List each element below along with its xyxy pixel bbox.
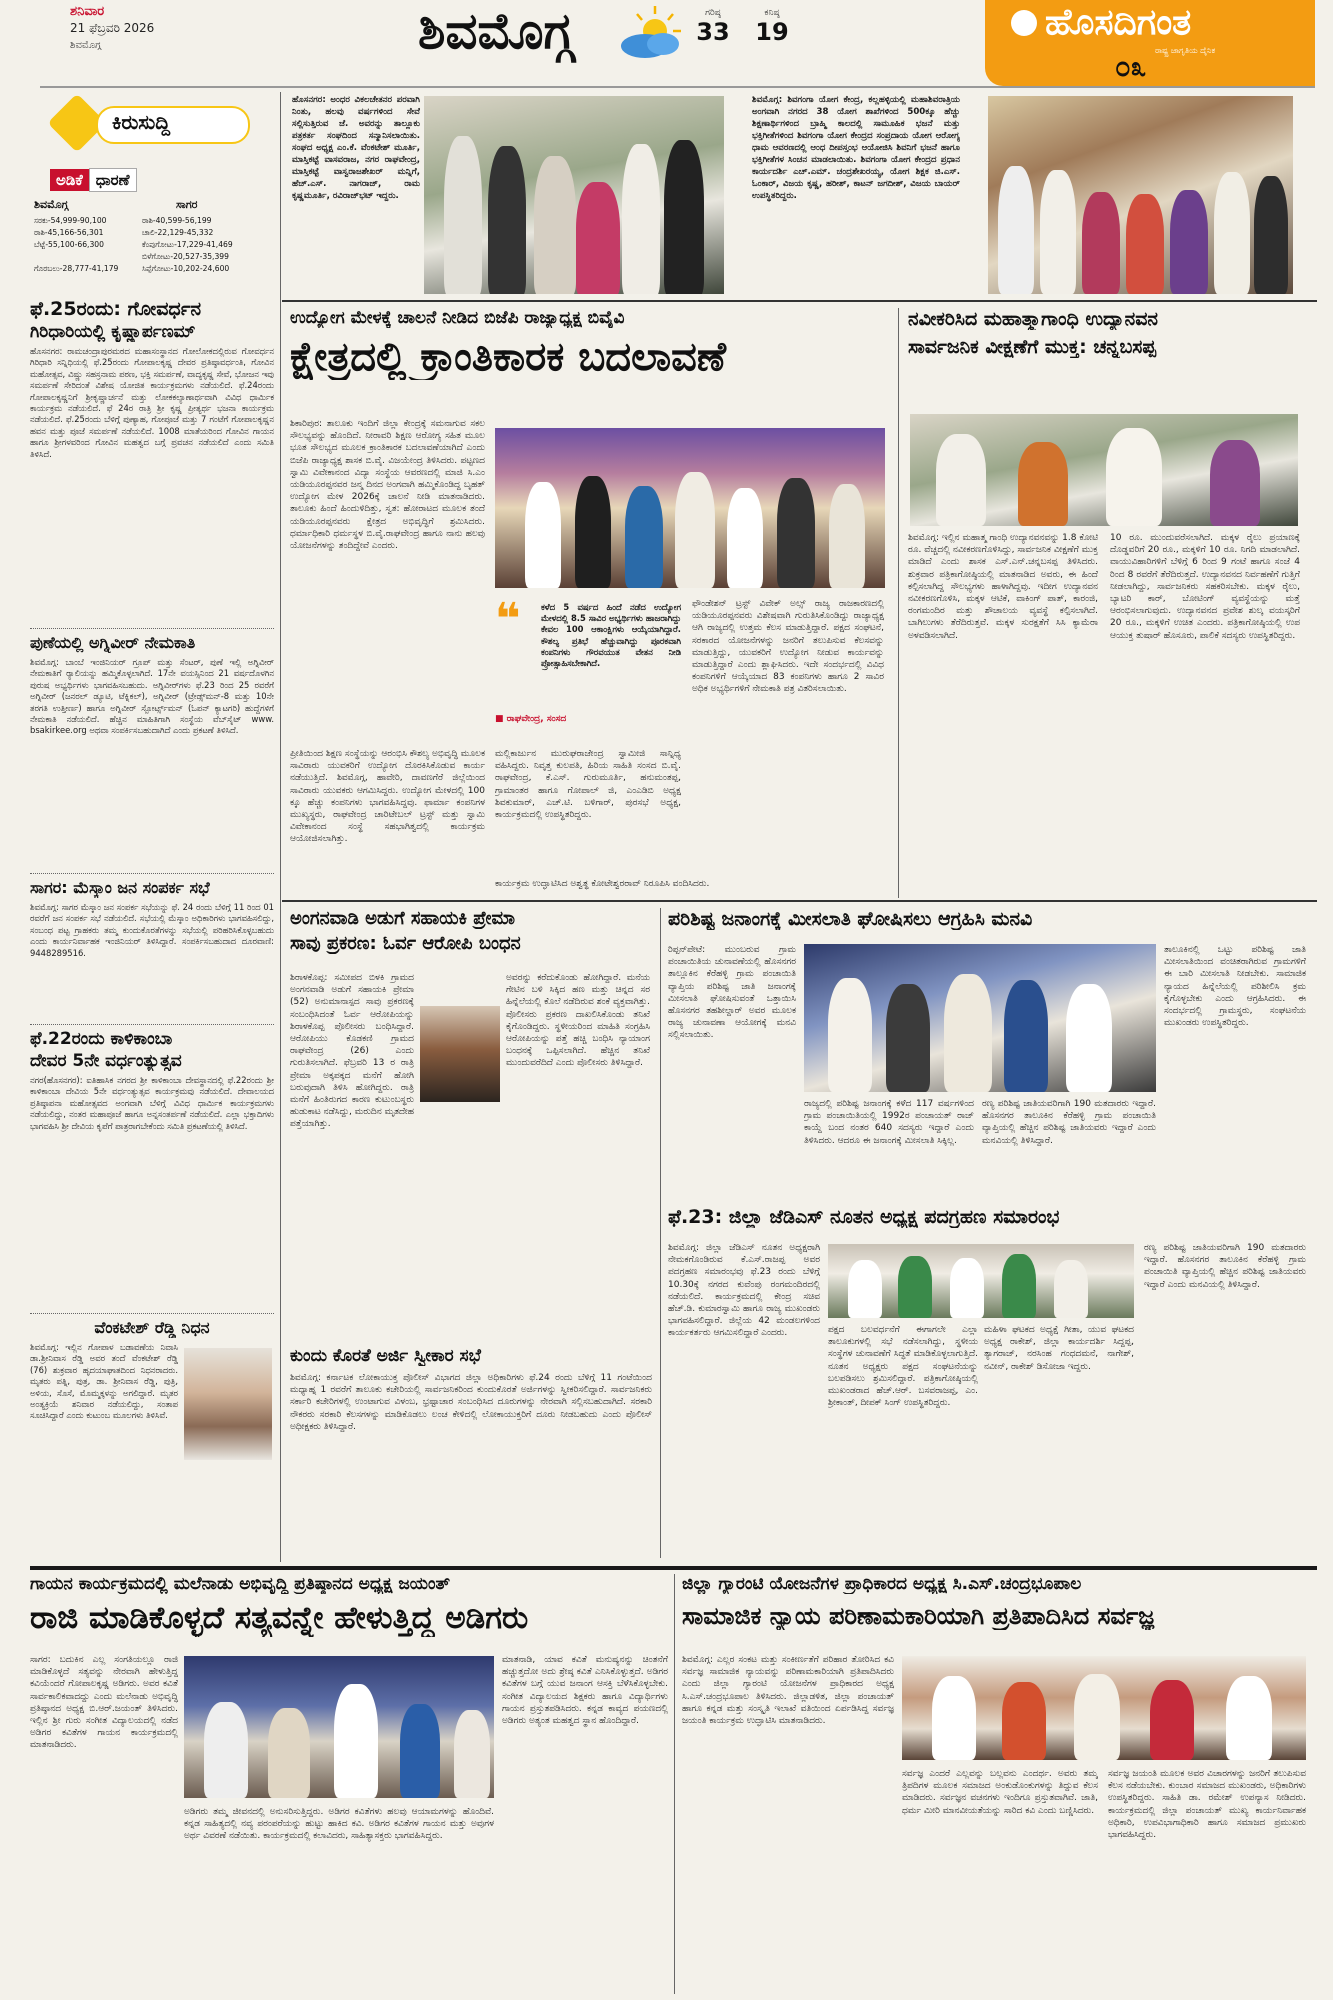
rate-row: ಸರಕು-54,999-90,100 (34, 216, 107, 225)
min-label: ಕನಿಷ್ಠ (764, 8, 780, 18)
masthead-rule (40, 86, 1315, 88)
parishishta-story (668, 908, 1308, 1198)
vertical-divider (660, 908, 661, 1558)
paper-tagline: ರಾಷ್ಟ್ರ ಜಾಗೃತಿಯ ದೈನಿಕ (1155, 46, 1216, 55)
main-body-2: ಪ್ರೀತಿಯಿಂದ ಶಿಕ್ಷಣ ಸಂಸ್ಥೆಯನ್ನು ಆರಂಭಿಸಿ ಕೌಶಲ್ಯ ಅಭಿವೃದ್ಧಿ ಮೂಲಕ ಸಾವಿರಾರು ಯುವಕರಿಗೆ ಉದ್ಯೋಗ ದೊರಕಿಸಿಕೊಡುವ ಕಾರ್ಯ ನಡೆಯುತ್ತಿದೆ. ಶಿವಮೊಗ್ಗ, ಹಾವೇರಿ, ದಾವಣಗೆರೆ ಜಿಲ್ಲೆಯಿಂದ ಸಾವಿರಾರು ಯುವಕರು ಆಗಮಿಸಿದ್ದರು. ಉದ್ಯೋಗ ಮೇಳದಲ್ಲಿ 100 ಕ್ಕೂ ಹೆಚ್ಚು ಕಂಪನಿಗಳು ಭಾಗವಹಿಸಿದ್ದವು. ಫಾರ್ಮಾ ಕಂಪನಿಗಳ ಮುಖ್ಯಸ್ಥರು, ರಾಘವೇಂದ್ರ ಚಾರಿಟೇಬಲ್ ಟ್ರಸ್ಟ್ ಮತ್ತು ಸ್ವಾಮಿ ವಿವೇಕಾನಂದ ಸಂಸ್ಥೆ ಸಹಭಾಗಿತ್ವದಲ್ಲಿ ಕಾರ್ಯಕ್ರಮ ಆಯೋಜಿಸಲಾಗಿತ್ತು. (290, 749, 485, 845)
bottom-right-photo (902, 1656, 1306, 1760)
max-label: ಗರಿಷ್ಠ (705, 8, 721, 18)
market-title-a: ಅಡಿಕೆ (50, 169, 89, 191)
main-story (290, 308, 890, 908)
rate-row: ಕೆಂಪುಗೋಟು-17,229-41,469 (142, 240, 233, 249)
page-number: ೦೩ (1115, 50, 1147, 83)
top-story-1-photo (424, 96, 724, 294)
anganwadi-headline-a: ಅಂಗನವಾಡಿ ಅಡುಗೆ ಸಹಾಯಕಿ ಪ್ರೇಮಾ (290, 908, 515, 929)
max-temp-block (693, 8, 733, 46)
anganwadi-headline-b: ಸಾವು ಪ್ರಕರಣ: ಓರ್ವ ಆರೋಪಿ ಬಂಧನ (290, 933, 521, 954)
market-title-b: ಧಾರಣೆ (89, 168, 137, 192)
jds-story (668, 1206, 1308, 1558)
top-story-2-text: ಶಿವಮೊಗ್ಗ: ಶಿವಗಂಗಾ ಯೋಗ ಕೇಂದ್ರ, ಕಲ್ಲಹಳ್ಳಿಯಲ್ಲಿ ಮಹಾಶಿವರಾತ್ರಿಯ ಅಂಗವಾಗಿ ನಗರದ 38 ಯೋಗ ಶಾಖೆಗಳಿಂದ 500ಕ್ಕೂ ಹೆಚ್ಚು ಶಿಕ್ಷಣಾರ್ಥಿಗಳಿಂದ ಬ್ರಾಹ್ಮಿ ಕಾಲದಲ್ಲಿ ಸಾಮೂಹಿಕ ಭಜನೆ ಮತ್ತು ಭಕ್ತಿಗೀತೆಗಳಿಂದ ಶಿವಗಂಗಾ ಯೋಗ ಕೇಂದ್ರದ ಸಂಪ್ರದಾಯ ಯೋಗ ಆರೋಗ್ಯ ಧಾಮ ಆವರಣದಲ್ಲಿ ಆಂಧ ದೀಪಸ್ತಂಭ ಆಯೋಜಿಸಿ ಶಿವನಿಗೆ ಭಜನೆ ಹಾಗೂ ಭಕ್ತಿಗೀತೆಗಳ ಸಿಂಚನ ಮಾಡಲಾಯಿತು. ಶಿವಗಂಗಾ ಯೋಗ ಕೇಂದ್ರದ ಪ್ರಧಾನ ಕಾರ್ಯದರ್ಶಿ ಎಚ್.ಎಮ್. ಚಂದ್ರಶೇಖರಯ್ಯ, ಯೋಗ ಶಿಕ್ಷಕ ಜಿ.ಎಸ್. ಓಂಕಾರ್, ವಿಜಯ ಕೃಷ್ಣ, ಹರೀಶ್, ಕಾಟನ್ ಜಗದೀಶ್, ವಿಜಯ ಬಾಯರ್ ಉಪಸ್ಥಿತರಿದ್ದರು. (752, 95, 960, 201)
day-label: ಶನಿವಾರ (70, 4, 105, 19)
bottom-band-rule (30, 1566, 1317, 1570)
story-2-body: ಶಿವಮೊಗ್ಗ: ಬಾಂಬೆ ಇಂಜಿನಿಯರ್ ಗ್ರೂಪ್ ಮತ್ತು ಸೆಂಟರ್, ಪುಣೆ ಇಲ್ಲಿ ಅಗ್ನಿವೀರ್ ನೇಮಕಾತಿಗೆ ರ‍್ಯಾಲಿಯನ್ನು ಹಮ್ಮಿಕೊಳ್ಳಲಾಗಿದೆ. 17ನೇ ವಯಸ್ಸಿನಿಂದ 21 ವರ್ಷದೊಳಗಿನ ಪುರುಷ ಅಭ್ಯರ್ಥಿಗಳು ಭಾಗವಹಿಸಬಹುದು. ಅಗ್ನಿವೀರ್‌ಗಳು ಫೆ.23 ರಿಂದ 25 ರವರೆಗೆ ಅಗ್ನಿವೀರ್ (ಜನರಲ್ ಡ್ಯೂಟಿ, ಟೆಕ್ನಿಕಲ್), ಅಗ್ನಿವೀರ್ (ಟ್ರೇಡ್ಸ್‌ಮನ್-8 ಮತ್ತು 10ನೇ ತರಗತಿ ಉತ್ತೀರ್ಣ) ಹಾಗೂ ಅಗ್ನಿವೀರ್ ಸ್ಪೋರ್ಟ್ಸ್‌ಮನ್ (ಓಪನ್ ಕ್ಯಾಟಗರಿ) ಹುದ್ದೆಗಳಿಗೆ ನೇಮಕಾತಿ ನಡೆಯಲಿದೆ. ಹೆಚ್ಚಿನ ಮಾಹಿತಿಗಾಗಿ ಸಂಸ್ಥೆಯ ವೆಬ್‌ಸೈಟ್ www. bsakirkee.org ಅಥವಾ ಸಂಪರ್ಕಿಸಬಹುದಾಗಿದೆ ಎಂದು ಪ್ರಕಟಣೆ ತಿಳಿಸಿದೆ. (30, 657, 274, 736)
market-title (50, 168, 137, 192)
main-body-5: ಕಾರ್ಯಕ್ರಮ ಉದ್ಘಾಟಿಸಿದ ಅಶ್ವತ್ಥ ಕೋಟೇಶ್ವರರಾವ್ ನಿರೂಪಿಸಿ ವಂದಿಸಿದರು. (495, 879, 710, 889)
park-headline-a: ನವೀಕರಿಸಿದ ಮಹಾತ್ಮಾಗಾಂಧಿ ಉದ್ಯಾನವನ (908, 308, 1158, 330)
bottom-left-kicker: ಗಾಯನ ಕಾರ್ಯಕ್ರಮದಲ್ಲಿ ಮಲೆನಾಡು ಅಭಿವೃದ್ಧಿ ಪ್ರತಿಷ್ಠಾನದ ಅಧ್ಯಕ್ಷ ಜಯಂತ್ (30, 1574, 450, 1594)
kundu-headline: ಕುಂದು ಕೊರತೆ ಅರ್ಜಿ ಸ್ವೀಕಾರ ಸಭೆ (290, 1346, 481, 1366)
story-2-title: ಪುಣೆಯಲ್ಲಿ ಅಗ್ನಿವೀರ್ ನೇಮಕಾತಿ (30, 633, 196, 652)
masthead-date-block (70, 4, 310, 64)
masthead (0, 0, 1333, 90)
story-4-body: ನಗರ(ಹೊಸನಗರ): ಐತಿಹಾಸಿಕ ನಗರದ ಶ್ರೀ ಕಾಳಿಕಾಂಬಾ ದೇವಸ್ಥಾನದಲ್ಲಿ ಫೆ.22ರಂದು ಶ್ರೀ ಕಾಳಿಕಾಂಬಾ ದೇವಿಯ 5ನೇ ವರ್ಧಂತ್ಯುತ್ಸವ ಕಾರ್ಯಕ್ರಮವು ನಡೆಯಲಿದೆ. ದೇವಾಲಯದ ಪ್ರತಿಷ್ಠಾಪನಾ ಮಹೋತ್ಸವದ ಅಂಗವಾಗಿ ಬೆಳಿಗ್ಗೆ ವಿವಿಧ ಧಾರ್ಮಿಕ ಕಾರ್ಯಕ್ರಮಗಳು ನಡೆಯಲಿದ್ದು, ನಂತರ ಮಹಾಪೂಜೆ ಹಾಗೂ ಅನ್ನಸಂತರ್ಪಣೆ ನಡೆಯಲಿದೆ. ಎಲ್ಲಾ ಭಕ್ತಾದಿಗಳು ಭಾಗವಹಿಸಿ ಶ್ರೀ ದೇವಿಯ ಕೃಪೆಗೆ ಪಾತ್ರರಾಗಬೇಕೆಂದು ಸಮಿತಿ ಪ್ರಕಟಣೆಯಲ್ಲಿ ತಿಳಿಸಿದೆ. (30, 1075, 274, 1131)
jds-body-3: ಮಹಿಳಾ ಘಟಕದ ಅಧ್ಯಕ್ಷೆ ಗೀತಾ, ಯುವ ಘಟಕದ ಅಧ್ಯಕ್ಷ ರಾಕೇಶ್, ಜಿಲ್ಲಾ ಕಾರ್ಯದರ್ಶಿ ಸಿದ್ದಪ್ಪ, ತ್ಯಾಗರಾಜ್, ನರಸಿಂಹ ಗಂಧದಮನೆ, ನಾಗೇಶ್, ನವೀನ್, ರಾಕೇಶ್ ಡಿಸೋಜಾ ಇದ್ದರು. (984, 1325, 1134, 1372)
park-body-1: ಶಿವಮೊಗ್ಗ: ಇಲ್ಲಿನ ಮಹಾತ್ಮ ಗಾಂಧಿ ಉದ್ಯಾನವನವನ್ನು 1.8 ಕೋಟಿ ರೂ. ವೆಚ್ಚದಲ್ಲಿ ನವೀಕರಣಗೊಳಿಸಿದ್ದು, ಸಾರ್ವಜನಿಕ ವೀಕ್ಷಣೆಗೆ ಮುಕ್ತ ಮಾಡಿದೆ ಎಂದು ಶಾಸಕ ಎಸ್.ಎನ್.ಚನ್ನಬಸಪ್ಪ ತಿಳಿಸಿದರು. ಶುಕ್ರವಾರ ಪತ್ರಿಕಾಗೋಷ್ಠಿಯಲ್ಲಿ ಮಾತನಾಡಿದ ಅವರು, ಈ ಹಿಂದೆ ಕಲ್ಪಿಸಲಾಗಿದ್ದ ಸೌಲಭ್ಯಗಳು ಹಾಳಾಗಿದ್ದವು. ಇದೀಗ ಉದ್ಯಾನವನ ನವೀಕರಣಗೊಳಿಸಿ, ಮಕ್ಕಳ ಆಟಿಕೆ, ವಾಕಿಂಗ್ ಪಾತ್, ಕಾರಂಜಿ, ರಂಗಮಂದಿರ ಮತ್ತು ಶೌಚಾಲಯ ವ್ಯವಸ್ಥೆ ಕಲ್ಪಿಸಲಾಗಿದೆ. ಬಾಗಿಲುಗಳು ತೆರೆದಿರುತ್ತವೆ. ಮಕ್ಕಳ ಸುರಕ್ಷತೆಗೆ ಸಿಸಿ ಕ್ಯಾಮೆರಾ ಅಳವಡಿಸಲಾಗಿದೆ. (908, 533, 1098, 641)
main-photo (495, 428, 885, 588)
bottom-right-body-2: ಸರ್ವಜ್ಞ ಎಂದರೆ ಎಲ್ಲವನ್ನು ಬಲ್ಲವನು ಎಂದರ್ಥ. ಅವರು ತಮ್ಮ ತ್ರಿಪದಿಗಳ ಮೂಲಕ ಸಮಾಜದ ಅಂಕುಡೊಂಕುಗಳನ್ನು ತಿದ್ದುವ ಕೆಲಸ ಮಾಡಿದರು. ಸರ್ವಜ್ಞನ ವಚನಗಳು ಇಂದಿಗೂ ಪ್ರಸ್ತುತವಾಗಿವೆ. ಜಾತಿ, ಧರ್ಮ ಮೀರಿ ಮಾನವೀಯತೆಯನ್ನು ಸಾರಿದ ಕವಿ ಎಂದು ಬಣ್ಣಿಸಿದರು. (902, 1769, 1098, 1816)
accused-photo (420, 1006, 500, 1102)
park-story (908, 308, 1303, 898)
bottom-right-kicker: ಜಿಲ್ಲಾ ಗ್ಯಾರಂಟಿ ಯೋಜನೆಗಳ ಪ್ರಾಧಿಕಾರದ ಅಧ್ಯಕ್ಷ ಸಿ.ಎಸ್.ಚಂದ್ರಭೂಪಾಲ (682, 1574, 1082, 1594)
bottom-right-body-3: ಸರ್ವಜ್ಞ ಜಯಂತಿ ಮೂಲಕ ಅವರ ವಿಚಾರಗಳನ್ನು ಜನರಿಗೆ ತಲುಪಿಸುವ ಕೆಲಸ ನಡೆಯಬೇಕು. ಕುಂಬಾರ ಸಮಾಜದ ಮುಖಂಡರು, ಅಧಿಕಾರಿಗಳು ಉಪಸ್ಥಿತರಿದ್ದರು. ಸಾಹಿತಿ ಡಾ. ರಮೇಶ್ ಉಪನ್ಯಾಸ ನೀಡಿದರು. ಕಾರ್ಯಕ್ರಮದಲ್ಲಿ ಜಿಲ್ಲಾ ಪಂಚಾಯತ್ ಮುಖ್ಯ ಕಾರ್ಯನಿರ್ವಾಹಕ ಅಧಿಕಾರಿ, ಉಪವಿಭಾಗಾಧಿಕಾರಿ ಹಾಗೂ ಸಮಾಜದ ಪ್ರಮುಖರು ಭಾಗವಹಿಸಿದ್ದರು. (1108, 1769, 1306, 1841)
vertical-divider (280, 92, 281, 1562)
story-3-body: ಶಿವಮೊಗ್ಗ: ಸಾಗರ ಮೆಸ್ಕಾಂ ಜನ ಸಂಪರ್ಕ ಸಭೆಯನ್ನು ಫೆ. 24 ರಂದು ಬೆಳಿಗ್ಗೆ 11 ರಿಂದ 01 ರವರೆಗೆ ಜನ ಸಂಪರ್ಕ ಸಭೆ ನಡೆಯಲಿದೆ. ಸಭೆಯಲ್ಲಿ ಮೆಸ್ಕಾಂ ಅಧಿಕಾರಿಗಳು ಭಾಗವಹಿಸಲಿದ್ದು, ಸಂಬಂಧ ಪಟ್ಟ ಗ್ರಾಹಕರು ತಮ್ಮ ಕುಂದುಕೊರತೆಗಳನ್ನು ಸಭೆಯಲ್ಲಿ ಪರಿಹರಿಸಿಕೊಳ್ಳಬಹುದು ಎಂದು ಕಾರ್ಯನಿರ್ವಾಹಕ ಇಂಜಿನಿಯರ್ ತಿಳಿಸಿದ್ದಾರೆ. ಸಂಪರ್ಕಿಸಬಹುದಾದ ದೂರವಾಣಿ: 9448289516. (30, 902, 274, 958)
bottom-right-story (682, 1574, 1308, 1994)
quote-box (495, 594, 681, 750)
kundu-story (290, 1346, 652, 1558)
park-body-2: 10 ರೂ. ಮುಂದುವರೆಸಲಾಗಿದೆ. ಮಕ್ಕಳ ರೈಲು ಪ್ರಯಾಣಕ್ಕೆ ದೊಡ್ಡವರಿಗೆ 20 ರೂ., ಮಕ್ಕಳಿಗೆ 10 ರೂ. ನಿಗದಿ ಮಾಡಲಾಗಿದೆ. ವಾಯುವಿಹಾರಿಗಳಿಗೆ ಬೆಳಿಗ್ಗೆ 6 ರಿಂದ 9 ಗಂಟೆ ಹಾಗೂ ಸಂಜೆ 4 ರಿಂದ 8 ರವರೆಗೆ ತೆರೆದಿರುತ್ತದೆ. ಉದ್ಯಾನವನದ ನಿರ್ವಹಣೆಗೆ ಗುತ್ತಿಗೆ ನೀಡಲಾಗಿದ್ದು, ಸಾರ್ವಜನಿಕರು ಸಹಕರಿಸಬೇಕು. ಮಕ್ಕಳ ರೈಲು, ಬ್ಯಾಟರಿ ಕಾರ್, ಬೋಟಿಂಗ್ ವ್ಯವಸ್ಥೆಯನ್ನು ಮತ್ತೆ ಆರಂಭಿಸಲಾಗುವುದು. ಉದ್ಯಾನವನದ ಪ್ರವೇಶ ಶುಲ್ಕ ವಯಸ್ಕರಿಗೆ 20 ರೂ., ಮಕ್ಕಳಿಗೆ ಉಚಿತ ಎಂದರು. ಪತ್ರಿಕಾಗೋಷ್ಠಿಯಲ್ಲಿ ಉಪ ಆಯುಕ್ತ ತುಷಾರ್ ಹೊಸೂರು, ಪಾಲಿಕೆ ಸದಸ್ಯರು ಉಪಸ್ಥಿತರಿದ್ದರು. (1110, 533, 1300, 641)
parishishta-body-3: ರಣ್ಯ ಪರಿಶಿಷ್ಟ ಜಾತಿಯವರಿಗಾಗಿ 190 ಮತದಾರರು ಇದ್ದಾರೆ. ಹೊಸನಗರ ತಾಲೂಕಿನ ಕೆರೆಹಳ್ಳಿ ಗ್ರಾಮ ಪಂಚಾಯಿತಿ ವ್ಯಾಪ್ತಿಯಲ್ಲಿ ಹೆಚ್ಚಿನ ಪರಿಶಿಷ್ಟ ಜಾತಿಯವರು ಇದ್ದಾರೆ ಎಂದು ಮನವಿಯಲ್ಲಿ ತಿಳಿಸಿದ್ದಾರೆ. (982, 1099, 1156, 1146)
top-band-rule (282, 300, 1317, 302)
bottom-left-body-2: ಅಡಿಗರು ತಮ್ಮ ಜೀವನದಲ್ಲಿ ಅನುಸರಿಸುತ್ತಿದ್ದರು. ಅಡಿಗರ ಕವಿತೆಗಳು ಹಲವು ಆಯಾಮಗಳನ್ನು ಹೊಂದಿವೆ. ಕನ್ನಡ ಸಾಹಿತ್ಯದಲ್ಲಿ ನವ್ಯ ಪರಂಪರೆಯನ್ನು ಹುಟ್ಟು ಹಾಕಿದ ಕವಿ. ಅಡಿಗರ ಕವಿತೆಗಳ ಗಾಯನ ಮತ್ತು ಅವುಗಳ ಅರ್ಥ ವಿವರಣೆ ನಡೆಯಿತು. ಕಾರ್ಯಕ್ರಮದಲ್ಲಿ ಕಲಾವಿದರು, ಸಾಹಿತ್ಯಾಸಕ್ತರು ಭಾಗವಹಿಸಿದ್ದರು. (184, 1807, 494, 1842)
date-label: 21 ಫೆಬ್ರವರಿ 2026 (70, 21, 155, 35)
parishishta-photo (804, 944, 1156, 1092)
anganwadi-body-2: ಅವರನ್ನು ಕರೆದುಕೊಂಡು ಹೋಗಿದ್ದಾರೆ. ಮನೆಯ ಗೇಟಿನ ಬಳಿ ಸಿಕ್ಕಿದ ಹಣ ಮತ್ತು ಚಿನ್ನದ ಸರ ಹಿನ್ನೆಲೆಯಲ್ಲಿ ಕೊಲೆ ನಡೆದಿರುವ ಶಂಕೆ ವ್ಯಕ್ತವಾಗಿತ್ತು. ಪೊಲೀಸರು ಪ್ರಕರಣ ದಾಖಲಿಸಿಕೊಂಡು ತನಿಖೆ ಕೈಗೊಂಡಿದ್ದರು. ಸ್ಥಳೀಯರಿಂದ ಮಾಹಿತಿ ಸಂಗ್ರಹಿಸಿ ಆರೋಪಿಯನ್ನು ಪತ್ತೆ ಹಚ್ಚಿ ಬಂಧಿಸಿ ನ್ಯಾಯಾಂಗ ಬಂಧನಕ್ಕೆ ಒಪ್ಪಿಸಲಾಗಿದೆ. ಹೆಚ್ಚಿನ ತನಿಖೆ ಮುಂದುವರೆದಿದೆ ಎಂದು ಪೊಲೀಸರು ತಿಳಿಸಿದ್ದಾರೆ. (506, 973, 650, 1069)
main-body-4: ಮಲ್ಲಿಕಾರ್ಜುನ ಮುರುಘರಾಜೇಂದ್ರ ಸ್ವಾಮೀಜಿ ಸಾನ್ನಿಧ್ಯ ವಹಿಸಿದ್ದರು. ನಿವೃತ್ತ ಕುಲಪತಿ, ಹಿರಿಯ ಸಾಹಿತಿ ಸಂಸದ ಬಿ.ವೈ. ರಾಘವೇಂದ್ರ, ಕೆ.ಎಸ್. ಗುರುಮೂರ್ತಿ, ಹನುಮಂತಪ್ಪ, ಗ್ರಾಮಾಂತರ ಹಾಗೂ ಗೋಪಾಲ್ ಜಿ, ಎಂಎಡಿಬಿ ಅಧ್ಯಕ್ಷ ಶಿವಕುಮಾರ್, ಎಚ್.ಟಿ. ಬಳಿಗಾರ್, ಪುರಸಭೆ ಅಧ್ಯಕ್ಷ, ಕಾರ್ಯಕ್ರಮದಲ್ಲಿ ಉಪಸ್ಥಿತರಿದ್ದರು. (495, 749, 681, 821)
story-1-body: ಹೊಸನಗರ: ರಾಮಚಂದ್ರಾಪುರಮಠದ ಮಹಾಸಂಸ್ಥಾನದ ಗೋಲೋಕದಲ್ಲಿರುವ ಗೋವರ್ಧನ ಗಿರಿಧಾರಿ ಸನ್ನಿಧಿಯಲ್ಲಿ ಫೆ.25ರಂದು ಗೋಪಾಲಕೃಷ್ಣ ದೇವರ ಪ್ರತಿಷ್ಠಾವರ್ಧಂತಿ, ಗೋವಿನ ಮಹೋತ್ಸವ, ವಿಷ್ಣು ಸಹಸ್ರನಾಮ ಪಠಣ, ಭಕ್ತಿ ಸಮರ್ಪಣೆ, ವಾದ್ಯಕೃಷ್ಣ ಸೇವೆ, ಭೋಜನ ಇವು ಸಮರ್ಪಣೆ ಸೇರಿದಂತೆ ವಿಶೇಷ ಯೋಜಿತ ಕಾರ್ಯಕ್ರಮಗಳು ನಡೆಯಲಿದೆ. ಫೆ.24ರಂದು ಗೋಪಾಲಕೃಷ್ಣನಿಗೆ ಶ್ರೀಕೃಷ್ಣಾರ್ಚನೆ ಮತ್ತು ಲೋಕಕಲ್ಯಾಣಾರ್ಥವಾಗಿ ವಿವಿಧ ಧಾರ್ಮಿಕ ಕಾರ್ಯಕ್ರಮ ನಡೆಯಲಿದೆ. ಫೆ 24ರ ರಾತ್ರಿ ಶ್ರೀ ಕೃಷ್ಣ ಪ್ರೀತ್ಯರ್ಥ ಭಜನಾ ಕಾರ್ಯಕ್ರಮ ನಡೆಯಲಿದೆ. ಫೆ.25ರಂದು ಬೆಳಿಗ್ಗೆ ಪುಣ್ಯಾಹ, ಗೋಪೂಜೆ ಮತ್ತು 7 ಗಂಟೆಗೆ ಗೋಪಾಲಕೃಷ್ಣನ ಹವನ ಮತ್ತು ಪೂಜೆ ಸಮರ್ಪಣೆ ನಡೆಯಲಿದೆ. 1008 ಮಾತೆಯರಿಂದ ಗೋವಿನ ಗಾಯನ ಹಾಗೂ ಶ್ರೀಗಳವರಿಂದ ಗೋವಿನ ಮಹತ್ವದ ಬಗ್ಗೆ ಪ್ರವಚನ ನಡೆಯಲಿದೆ ಎಂದು ಸಮಿತಿ ತಿಳಿಸಿದೆ. (30, 346, 274, 459)
rate-row: ಬೆಟ್ಟೆ-55,100-66,300 (34, 240, 104, 249)
quote-byline: ■ ರಾಘವೇಂದ್ರ, ಸಂಸದ (495, 714, 567, 724)
park-photo (910, 414, 1298, 526)
rate-row: ರಾಶಿ-45,166-56,301 (34, 228, 104, 237)
parishishta-headline: ಪರಿಶಿಷ್ಟ ಜನಾಂಗಕ್ಕೆ ಮೀಸಲಾತಿ ಘೋಷಿಸಲು ಆಗ್ರಹಿಸಿ ಮನವಿ (668, 908, 1033, 930)
story-4-title-b: ದೇವರ 5ನೇ ವರ್ಧಂತ್ಯುತ್ಸವ (30, 1051, 182, 1071)
paper-logo (985, 0, 1315, 86)
kirusuddi-brand-badge (48, 94, 248, 152)
max-temp: 33 (696, 18, 730, 46)
main-headline: ಕ್ಷೇತ್ರದಲ್ಲಿ ಕ್ರಾಂತಿಕಾರಕ ಬದಲಾವಣೆ (290, 334, 726, 380)
anganwadi-story (290, 908, 652, 1340)
kirusuddi-box (30, 92, 280, 292)
left-column (30, 298, 274, 1560)
bottom-left-story (30, 1574, 670, 1994)
paper-name: ಹೊಸದಿಗಂತ (1045, 2, 1192, 43)
story-1-title-b: ಗಿರಿಧಾರಿಯಲ್ಲಿ ಕೃಷ್ಣಾರ್ಪಣಮ್ (30, 322, 196, 342)
story-5-title: ವೆಂಕಟೇಶ್ ರೆಡ್ಡಿ ನಿಧನ (94, 1318, 210, 1337)
parishishta-body-4: ತಾಲೂಕಿನಲ್ಲಿ ಒಟ್ಟು ಪರಿಶಿಷ್ಟ ಜಾತಿ ಮೀಸಲಾತಿಯಿಂದ ವಂಚಿತರಾಗಿರುವ ಗ್ರಾಮಗಳಿಗೆ ಈ ಬಾರಿ ಮೀಸಲಾತಿ ನೀಡಬೇಕು. ಸಾಮಾಜಿಕ ನ್ಯಾಯದ ಹಿನ್ನೆಲೆಯಲ್ಲಿ ಪರಿಶೀಲಿಸಿ ಕ್ರಮ ಕೈಗೊಳ್ಳಬೇಕು ಎಂದು ಆಗ್ರಹಿಸಿದರು. ಈ ಸಂದರ್ಭದಲ್ಲಿ ಗ್ರಾಮಸ್ಥರು, ಸಂಘಟನೆಯ ಮುಖಂಡರು ಉಪಸ್ಥಿತರಿದ್ದರು. (1164, 945, 1306, 1029)
jds-body-2: ಪಕ್ಷದ ಬಲವರ್ಧನೆಗೆ ಈಗಾಗಲೇ ಎಲ್ಲಾ ತಾಲೂಕುಗಳಲ್ಲಿ ಸಭೆ ನಡೆಸಲಾಗಿದ್ದು, ಸ್ಥಳೀಯ ಸಂಸ್ಥೆಗಳ ಚುನಾವಣೆಗೆ ಸಿದ್ಧತೆ ಮಾಡಿಕೊಳ್ಳಲಾಗುತ್ತಿದೆ. ನೂತನ ಅಧ್ಯಕ್ಷರು ಪಕ್ಷದ ಸಂಘಟನೆಯನ್ನು ಬಲಪಡಿಸಲು ಶ್ರಮಿಸಲಿದ್ದಾರೆ. ಪತ್ರಿಕಾಗೋಷ್ಠಿಯಲ್ಲಿ ಮುಖಂಡರಾದ ಹೆಚ್.ಆರ್. ಬಸವರಾಜಪ್ಪ, ಎಂ. ಶ್ರೀಕಾಂತ್, ದೀಪಕ್ ಸಿಂಗ್ ಉಪಸ್ಥಿತರಿದ್ದರು. (828, 1325, 978, 1409)
rate-row: ಬಿಳೆಗೋಟು-20,527-35,399 (142, 252, 229, 261)
city-title: ಶಿವಮೊಗ್ಗ (418, 2, 574, 60)
rate-row: ಸಿಪ್ಪೆಗೋಟು-10,202-24,600 (142, 264, 230, 273)
kundu-body: ಶಿವಮೊಗ್ಗ: ಕರ್ನಾಟಕ ಲೋಕಾಯುಕ್ತ ಪೊಲೀಸ್ ವಿಭಾಗದ ಜಿಲ್ಲಾ ಅಧಿಕಾರಿಗಳು ಫೆ.24 ರಂದು ಬೆಳಿಗ್ಗೆ 11 ಗಂಟೆಯಿಂದ ಮಧ್ಯಾಹ್ನ 1 ರವರೆಗೆ ತಾಲೂಕು ಕಚೇರಿಯಲ್ಲಿ ಸಾರ್ವಜನಿಕರಿಂದ ಕುಂದುಕೊರತೆ ಅರ್ಜಿಗಳನ್ನು ಸ್ವೀಕರಿಸಲಿದ್ದಾರೆ. ಸಾರ್ವಜನಿಕರು ಸರ್ಕಾರಿ ಕಚೇರಿಗಳಲ್ಲಿ ಉಂಟಾಗುವ ವಿಳಂಬ, ಭ್ರಷ್ಟಾಚಾರ ಸಂಬಂಧಿಸಿದ ದೂರುಗಳನ್ನು ನೇರವಾಗಿ ಸಲ್ಲಿಸಬಹುದಾಗಿದೆ. ಸರಕಾರಿ ನೌಕರರು ಸರಕಾರಿ ಕೆಲಸಗಳನ್ನು ಮಾಡಿಕೊಡಲು ಲಂಚ ಕೇಳಿದಲ್ಲಿ ಲೋಕಾಯುಕ್ತರಿಗೆ ದೂರು ನೀಡಬಹುದು ಎಂದು ಪೊಲೀಸ್ ಅಧೀಕ್ಷಕರು ತಿಳಿಸಿದ್ದಾರೆ. (290, 1373, 652, 1432)
parishishta-body-2: ರಾಜ್ಯದಲ್ಲಿ ಪರಿಶಿಷ್ಟ ಜನಾಂಗಕ್ಕೆ ಕಳೆದ 117 ವರ್ಷಗಳಿಂದ ಗ್ರಾಮ ಪಂಚಾಯಿತಿಯಲ್ಲಿ 1992ರ ಪಂಚಾಯತ್ ರಾಜ್ ಕಾಯ್ದೆ ಬಂದ ನಂತರ 640 ಸದಸ್ಯರು ಇದ್ದಾರೆ ಎಂದು ತಿಳಿಸಿದರು. ಆದರೂ ಈ ಜನಾಂಗಕ್ಕೆ ಮೀಸಲಾತಿ ಸಿಕ್ಕಿಲ್ಲ. (804, 1099, 974, 1146)
jds-body-4: ರಣ್ಯ ಪರಿಶಿಷ್ಟ ಜಾತಿಯವರಿಗಾಗಿ 190 ಮತದಾರರು ಇದ್ದಾರೆ. ಹೊಸನಗರ ತಾಲೂಕಿನ ಕೆರೆಹಳ್ಳಿ ಗ್ರಾಮ ಪಂಚಾಯಿತಿ ವ್ಯಾಪ್ತಿಯಲ್ಲಿ ಹೆಚ್ಚಿನ ಪರಿಶಿಷ್ಟ ಜಾತಿಯವರು ಇದ್ದಾರೆ ಎಂದು ಮನವಿಯಲ್ಲಿ ತಿಳಿಸಿದ್ದಾರೆ. (1144, 1243, 1306, 1290)
weather-icon (615, 4, 685, 62)
main-body-1: ಶಿಕಾರಿಪುರ: ತಾಲೂಕು ಇಂದಿಗೆ ಜಿಲ್ಲಾ ಕೇಂದ್ರಕ್ಕೆ ಸಮನಾಗುವ ಸಕಲ ಸೌಲಭ್ಯವನ್ನು ಹೊಂದಿದೆ. ನೀರಾವರಿ ಶಿಕ್ಷಣ ಆರೋಗ್ಯ ಸಹಿತ ಮೂಲ ಭೂತ ಸೌಲಭ್ಯದ ಮೂಲಕ ಕ್ರಾಂತಿಕಾರಕ ಬದಲಾವಣೆಯಾಗಿದೆ ಎಂದು ಬಿಜೆಪಿ ರಾಜ್ಯಾಧ್ಯಕ್ಷ ಶಾಸಕ ಬಿ.ವೈ. ವಿಜಯೇಂದ್ರ ತಿಳಿಸಿದರು. ಪಟ್ಟಣದ ಸ್ವಾಮಿ ವಿವೇಕಾನಂದ ವಿದ್ಯಾ ಸಂಸ್ಥೆಯ ಆವರಣದಲ್ಲಿ ಮಾಜಿ ಸಿ.ಎಂ ಯಡಿಯೂರಪ್ಪನವರ ಜನ್ಮ ದಿನದ ಅಂಗವಾಗಿ ಹಮ್ಮಿಕೊಂಡಿದ್ದ ಬೃಹತ್ ಉದ್ಯೋಗ ಮೇಳ 2026ಕ್ಕೆ ಚಾಲನೆ ನೀಡಿ ಮಾತನಾಡಿದರು. ತಾಲೂಕು ಹಿಂದೆ ಹಿಂದುಳಿದಿತ್ತು, ಸ್ವತ: ಹೋರಾಟದ ಮೂಲಕ ತಂದೆ ಯಡಿಯೂರಪ್ಪನವರು ಕ್ಷೇತ್ರದ ಅಭಿವೃದ್ಧಿಗೆ ಶ್ರಮಿಸಿದರು. ಧರ್ಮಾಧಿಕಾರಿ ಧರ್ಮಸ್ಥಳ ಬಿ.ವೈ.ರಾಘವೇಂದ್ರ ಹಾಗೂ ನಾನು ಹಲವು ಯೋಜನೆಗಳನ್ನು ತಂದಿದ್ದೇವೆ ಎಂದರು. (290, 419, 485, 552)
place-label: ಶಿವಮೊಗ್ಗ (70, 40, 102, 51)
story-4-title-a: ಫೆ.22ರಂದು ಕಾಳಿಕಾಂಬಾ (30, 1029, 173, 1049)
min-temp-block (752, 8, 792, 46)
jds-body-1: ಶಿವಮೊಗ್ಗ: ಜಿಲ್ಲಾ ಜೆಡಿಎಸ್ ನೂತನ ಅಧ್ಯಕ್ಷರಾಗಿ ನೇಮಕಗೊಂಡಿರುವ ಕೆ.ಎಸ್.ರಾಜಪ್ಪ ಅವರ ಪದಗ್ರಹಣ ಸಮಾರಂಭವು ಫೆ.23 ರಂದು ಬೆಳಿಗ್ಗೆ 10.30ಕ್ಕೆ ನಗರದ ಕುವೆಂಪು ರಂಗಮಂದಿರದಲ್ಲಿ ನಡೆಯಲಿದೆ. ಕಾರ್ಯಕ್ರಮದಲ್ಲಿ ಕೇಂದ್ರ ಸಚಿವ ಹೆಚ್.ಡಿ. ಕುಮಾರಸ್ವಾಮಿ ಹಾಗೂ ರಾಜ್ಯ ಮುಖಂಡರು ಭಾಗವಹಿಸಲಿದ್ದಾರೆ. ಜಿಲ್ಲೆಯ 42 ಮಂಡಲಗಳಿಂದ ಕಾರ್ಯಕರ್ತರು ಆಗಮಿಸಲಿದ್ದಾರೆ ಎಂದರು. (668, 1243, 820, 1339)
bottom-left-body-3: ಮಾತನಾಡಿ, ಯಾವ ಕವಿತೆ ಮನುಷ್ಯನನ್ನು ಚಿಂತನೆಗೆ ಹಚ್ಚುತ್ತದೋ ಅದು ಶ್ರೇಷ್ಠ ಕವಿತೆ ಎನಿಸಿಕೊಳ್ಳುತ್ತದೆ. ಅಡಿಗರ ಕವಿತೆಗಳ ಬಗ್ಗೆ ಯುವ ಜನಾಂಗ ಆಸಕ್ತಿ ಬೆಳೆಸಿಕೊಳ್ಳಬೇಕು. ಸಂಗೀತ ವಿದ್ಯಾಲಯದ ಶಿಕ್ಷಕರು ಹಾಗೂ ವಿದ್ಯಾರ್ಥಿಗಳು ಗಾಯನ ಪ್ರಸ್ತುತಪಡಿಸಿದರು. ಕನ್ನಡ ಕಾವ್ಯದ ಪಯಣದಲ್ಲಿ ಅಡಿಗರು ಅತ್ಯಂತ ಮಹತ್ವದ ಸ್ಥಾನ ಹೊಂದಿದ್ದಾರೆ. (502, 1655, 668, 1727)
vertical-divider (898, 308, 899, 898)
bottom-left-photo (184, 1656, 494, 1798)
bottom-right-body-1: ಶಿವಮೊಗ್ಗ: ಎಲ್ಲರ ಸಂಕಟ ಮತ್ತು ಸಂಕೀರ್ಣತೆಗೆ ಪರಿಹಾರ ತೋರಿಸಿದ ಕವಿ ಸರ್ವಜ್ಞ ಸಾಮಾಜಿಕ ನ್ಯಾಯವನ್ನು ಪರಿಣಾಮಕಾರಿಯಾಗಿ ಪ್ರತಿಪಾದಿಸಿದರು ಎಂದು ಜಿಲ್ಲಾ ಗ್ಯಾರಂಟಿ ಯೋಜನೆಗಳ ಪ್ರಾಧಿಕಾರದ ಅಧ್ಯಕ್ಷ ಸಿ.ಎಸ್.ಚಂದ್ರಭೂಪಾಲ ತಿಳಿಸಿದರು. ಜಿಲ್ಲಾಡಳಿತ, ಜಿಲ್ಲಾ ಪಂಚಾಯತ್ ಹಾಗೂ ಕನ್ನಡ ಮತ್ತು ಸಂಸ್ಕೃತಿ ಇಲಾಖೆ ವತಿಯಿಂದ ಏರ್ಪಡಿಸಿದ್ದ ಸರ್ವಜ್ಞ ಜಯಂತಿ ಕಾರ್ಯಕ್ರಮ ಉದ್ಘಾಟಿಸಿ ಮಾತನಾಡಿದರು. (682, 1655, 894, 1727)
vertical-divider (674, 1574, 675, 1994)
top-story-1-text: ಹೊಸನಗರ: ಅಂಧರ ವಿಕಲಚೇತನರ ಪರವಾಗಿ ನಿಂತು, ಹಲವು ವರ್ಷಗಳಿಂದ ಸೇವೆ ಸಲ್ಲಿಸುತ್ತಿರುವ ಜೆ. ಅವರನ್ನು ತಾಲ್ಲೂಕು ಪತ್ರಕರ್ತ ಸಂಘದಿಂದ ಸನ್ಮಾನಿಸಲಾಯಿತು. ಸಂಘದ ಅಧ್ಯಕ್ಷ ಎಂ.ಕೆ. ವೆಂಕಟೇಶ್ ಮೂರ್ತಿ, ಮಾಸ್ತಿಕಟ್ಟೆ ವಾಸವರಾಜ, ನಗರ ರಾಘವೇಂದ್ರ, ಮಾಸ್ತಿಕಟ್ಟೆ ವಾಸ್ವರಾಜಶೇಖರ್ ಮನ್ನಿಗೆ, ಹೆಚ್.ಎಸ್. ನಾಗರಾಜ್, ರಾಮ ಕೃಷ್ಣಮೂರ್ತಿ, ರವಿರಾಜ್‌ಭಟ್ ಇದ್ದರು. (292, 95, 420, 201)
rate-row: ಚಾಲಿ-22,129-45,332 (142, 228, 214, 237)
rate-row: ಗೊರಬಲು-28,777-41,179 (34, 264, 119, 273)
kirusuddi-title: ಕಿರುಸುದ್ದಿ (112, 110, 171, 134)
parishishta-body-1: ರಿಪ್ಪನ್‌ಪೇಟೆ: ಮುಂಬರುವ ಗ್ರಾಮ ಪಂಚಾಯಿತಿಯ ಚುನಾವಣೆಯಲ್ಲಿ ಹೊಸನಗರ ತಾಲ್ಲೂಕಿನ ಕೆರೆಹಳ್ಳಿ ಗ್ರಾಮ ಪಂಚಾಯಿತಿ ವ್ಯಾಪ್ತಿಯ ಪರಿಶಿಷ್ಟ ಜಾತಿ ಜನಾಂಗಕ್ಕೆ ಮೀಸಲಾತಿ ಘೋಷಿಸುವಂತೆ ಒತ್ತಾಯಿಸಿ ಹೊಸನಗರ ತಹಶೀಲ್ದಾರ್ ಅವರ ಮೂಲಕ ರಾಜ್ಯ ಚುನಾವಣಾ ಆಯೋಗಕ್ಕೆ ಮನವಿ ಸಲ್ಲಿಸಲಾಯಿತು. (668, 945, 796, 1041)
quote-author: ರಾಘವೇಂದ್ರ, ಸಂಸದ (506, 714, 567, 724)
top-story-2-photo (988, 96, 1293, 294)
main-kicker: ಉದ್ಯೋಗ ಮೇಳಕ್ಕೆ ಚಾಲನೆ ನೀಡಿದ ಬಿಜೆಪಿ ರಾಜ್ಯಾಧ್ಯಕ್ಷ ಬಿವೈವಿ (290, 308, 625, 328)
obituary-photo (184, 1348, 272, 1460)
market-right-city: ಸಾಗರ (176, 198, 198, 211)
market-left-city: ಶಿವಮೊಗ್ಗ (34, 198, 69, 211)
rate-row: ರಾಶಿ-40,599-56,199 (142, 216, 212, 225)
paper-logo-mark (1011, 10, 1037, 36)
jds-headline: ಫೆ.23: ಜಿಲ್ಲಾ ಜೆಡಿಎಸ್ ನೂತನ ಅಧ್ಯಕ್ಷ ಪದಗ್ರಹಣ ಸಮಾರಂಭ (668, 1206, 1060, 1228)
market-right-list (142, 215, 282, 275)
story-3-title: ಸಾಗರ: ಮೆಸ್ಕಾಂ ಜನ ಸಂಪರ್ಕ ಸಭೆ (30, 878, 210, 897)
jds-photo (828, 1244, 1134, 1318)
quote-text: ಕಳೆದ 5 ವರ್ಷದ ಹಿಂದೆ ನಡೆದ ಉದ್ಯೋಗ ಮೇಳದಲ್ಲಿ 8.5 ಸಾವಿರ ಅಭ್ಯರ್ಥಿಗಳು ಹಾಜರಾಗಿದ್ದು ಕೇವಲ 100 ಆಕಾಂಕ್ಷಿಗಳು ಆಯ್ಕೆಯಾಗಿದ್ದಾರೆ. ಕೌಶಲ್ಯ ಪ್ರತಿಭೆ ಹೆಚ್ಚುವಾಗಿದ್ದು ಪೂರಕವಾಗಿ ಕಂಪನಿಗಳು ಗೌರವಯುತ ವೇತನ ನೀಡಿ ಪ್ರೋತ್ಸಾಹಿಸಬೇಕಾಗಿದೆ. (541, 602, 681, 669)
market-left-list (34, 215, 154, 275)
bottom-right-headline: ಸಾಮಾಜಿಕ ನ್ಯಾಯ ಪರಿಣಾಮಕಾರಿಯಾಗಿ ಪ್ರತಿಪಾದಿಸಿದ ಸರ್ವಜ್ಞ (682, 1602, 1155, 1630)
bottom-left-headline: ರಾಜಿ ಮಾಡಿಕೊಳ್ಳದೆ ಸತ್ಯವನ್ನೇ ಹೇಳುತ್ತಿದ್ದ ಅಡಿಗರು (30, 1600, 529, 1636)
anganwadi-body-1: ಶಿರಾಳಕೊಪ್ಪ: ಸಮೀಪದ ಬಿಳಕಿ ಗ್ರಾಮದ ಅಂಗನವಾಡಿ ಅಡುಗೆ ಸಹಾಯಕಿ ಪ್ರೇಮಾ (52) ಅನುಮಾನಾಸ್ಪದ ಸಾವು ಪ್ರಕರಣಕ್ಕೆ ಸಂಬಂಧಿಸಿದಂತೆ ಓರ್ವ ಆರೋಪಿಯನ್ನು ಶಿರಾಳಕೊಪ್ಪ ಪೊಲೀಸರು ಬಂಧಿಸಿದ್ದಾರೆ. ಆರೋಪಿಯು ಕೊಡಕಣಿ ಗ್ರಾಮದ ರಾಘವೇಂದ್ರ (26) ಎಂದು ಗುರುತಿಸಲಾಗಿದೆ. ಫೆಬ್ರವರಿ 13 ರ ರಾತ್ರಿ ಪ್ರೇಮಾ ಅಕ್ಕಪಕ್ಕದ ಮನೆಗೆ ಹೋಗಿ ಬರುವುದಾಗಿ ತಿಳಿಸಿ ಹೋಗಿದ್ದರು. ರಾತ್ರಿ ಮನೆಗೆ ಹಿಂತಿರುಗದ ಕಾರಣ ಕುಟುಂಬಸ್ಥರು ಹುಡುಕಾಟ ನಡೆಸಿದ್ದು, ಮರುದಿನ ಮೃತದೇಹ ಪತ್ತೆಯಾಗಿತ್ತು. (290, 973, 414, 1130)
min-temp: 19 (755, 18, 789, 46)
main-body-3: ಫೌಂಡೇಶನ್ ಟ್ರಸ್ಟ್ ವಿವೇಕ್ ಅಲ್ಸ್ ರಾಜ್ಯ ರಾಜಕಾರಣದಲ್ಲಿ ಯಡಿಯೂರಪ್ಪನವರು ವಿಶೇಷವಾಗಿ ಗುರುತಿಸಿಕೊಂಡಿದ್ದು ರಾಜ್ಯಾಧ್ಯಕ್ಷ ಆಗಿ ರಾಜ್ಯದಲ್ಲಿ ಉತ್ತಮ ಕೆಲಸ ಮಾಡುತ್ತಿದ್ದಾರೆ. ಪಕ್ಷದ ಸಂಘಟನೆ, ಸರಕಾರದ ಯೋಜನೆಗಳನ್ನು ಜನರಿಗೆ ತಲುಪಿಸುವ ಕೆಲಸವನ್ನು ಮಾಡುತ್ತಿದ್ದು, ಯುವಕರಿಗೆ ಉದ್ಯೋಗ ನೀಡುವ ಕಾರ್ಯವನ್ನು ಮಾಡುತ್ತಿದ್ದಾರೆ ಎಂದು ಶ್ಲಾಘಿಸಿದರು. ಇದೇ ಸಂದರ್ಭದಲ್ಲಿ ವಿವಿಧ ಕಂಪನಿಗಳಿಗೆ ಆಯ್ಕೆಯಾದ 83 ಕಂಪನಿಗಳು ಹಾಗೂ 2 ಸಾವಿರ ಅಧಿಕ ಅಭ್ಯರ್ಥಿಗಳಿಗೆ ನೇಮಕಾತಿ ಪತ್ರ ವಿತರಿಸಲಾಯಿತು. (692, 599, 884, 695)
bottom-left-body-1: ಸಾಗರ: ಬದುಕಿನ ಎಲ್ಲ ಸಂಗತಿಯಲ್ಲೂ ರಾಜಿ ಮಾಡಿಕೊಳ್ಳದೆ ಸತ್ಯವನ್ನು ನೇರವಾಗಿ ಹೇಳುತ್ತಿದ್ದ ಕವಿಯೆಂದರೆ ಗೋಪಾಲಕೃಷ್ಣ ಅಡಿಗರು. ಅವರ ಕವಿತೆ ಸಾರ್ವಕಾಲಿಕವಾದದ್ದು ಎಂದು ಮಲೆನಾಡು ಅಭಿವೃದ್ಧಿ ಪ್ರತಿಷ್ಠಾನದ ಅಧ್ಯಕ್ಷ ಬಿ.ಆರ್.ಜಯಂತ್ ತಿಳಿಸಿದರು. ಇಲ್ಲಿನ ಶ್ರೀ ಗುರು ಸಂಗೀತ ವಿದ್ಯಾಲಯದಲ್ಲಿ ನಡೆದ ಅಡಿಗರ ಕವಿತೆಗಳ ಗಾಯನ ಕಾರ್ಯಕ್ರಮದಲ್ಲಿ ಮಾತನಾಡಿದರು. (30, 1655, 178, 1751)
story-1-title-a: ಫೆ.25ರಂದು: ಗೋವರ್ಧನ (30, 298, 202, 320)
park-headline-b: ಸಾರ್ವಜನಿಕ ವೀಕ್ಷಣೆಗೆ ಮುಕ್ತ: ಚನ್ನಬಸಪ್ಪ (908, 336, 1157, 358)
story-5-body: ಶಿವಮೊಗ್ಗ: ಇಲ್ಲಿನ ಗೋಪಾಳ ಬಡಾವಣೆಯ ನಿವಾಸಿ ಡಾ.ಶ್ರೀನಿವಾಸ ರೆಡ್ಡಿ ಅವರ ತಂದೆ ವೆಂಕಟೇಶ್ ರೆಡ್ಡಿ (76) ಶುಕ್ರವಾರ ಹೃದಯಾಘಾತದಿಂದ ನಿಧನರಾದರು. ಮೃತರು ಪತ್ನಿ, ಪುತ್ರ, ಡಾ. ಶ್ರೀನಿವಾಸ ರೆಡ್ಡಿ, ಪುತ್ರಿ, ಅಳಿಯ, ಸೊಸೆ, ಮೊಮ್ಮಕ್ಕಳನ್ನು ಅಗಲಿದ್ದಾರೆ. ಮೃತರ ಅಂತ್ಯಕ್ರಿಯೆ ಶನಿವಾರ ನಡೆಯಲಿದ್ದು, ಸಂತಾಪ ಸೂಚಿಸಿದ್ದಾರೆ ಎಂದು ಕುಟುಂಬ ಮೂಲಗಳು ತಿಳಿಸಿವೆ. (30, 1342, 178, 1421)
quote-icon: ❝ (495, 594, 521, 645)
mid-band-rule (282, 900, 1317, 902)
